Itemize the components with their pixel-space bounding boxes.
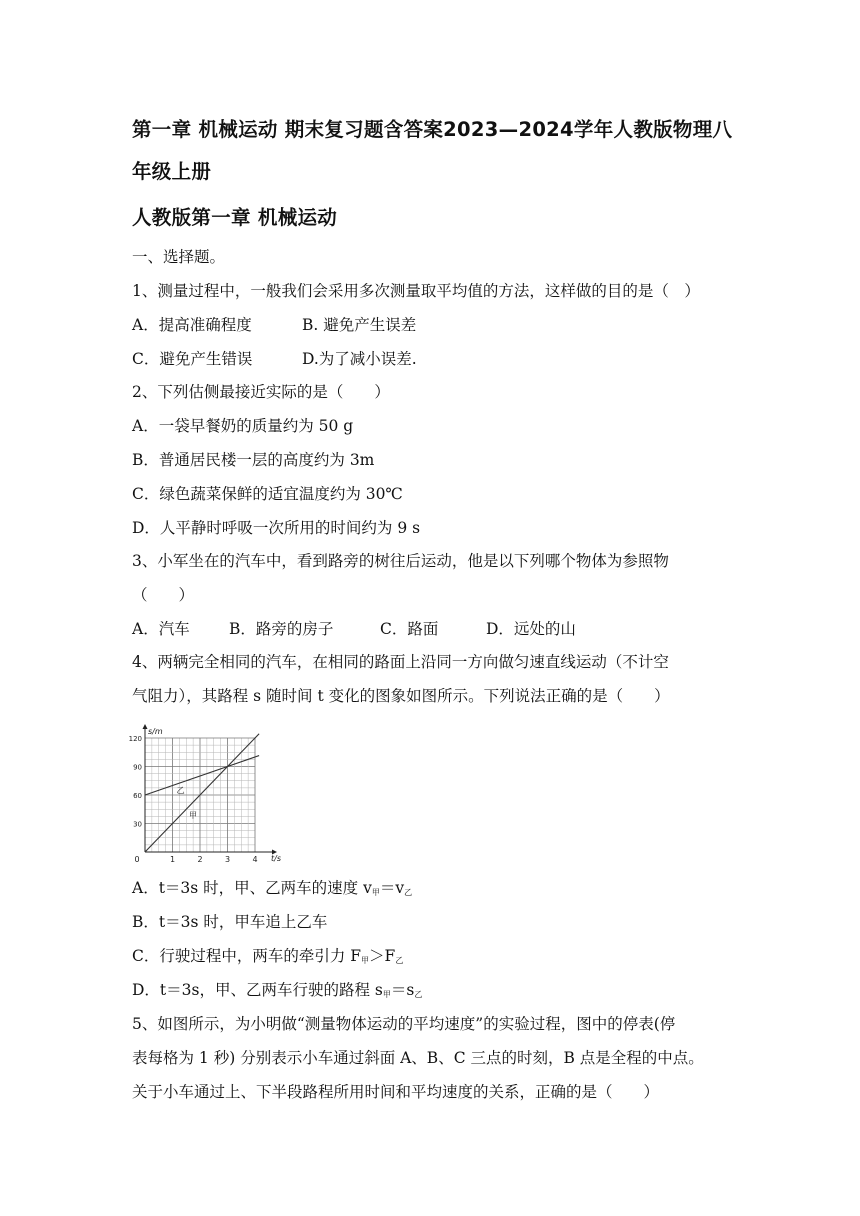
series-line-yi <box>145 756 259 795</box>
option-c-text-mid: ＞F <box>369 947 396 965</box>
section-heading: 一、选择题。 <box>132 248 226 266</box>
question-5-stem-line3: 关于小车通过上、下半段路程所用时间和平均速度的关系，正确的是（ ） <box>132 1083 660 1101</box>
question-2-option-a: A．一袋早餐奶的质量约为 50 g <box>132 417 354 435</box>
y-tick-label: 90 <box>133 763 142 772</box>
document-subtitle: 人教版第一章 机械运动 <box>132 206 338 229</box>
option-d-text: D．t＝3s，甲、乙两车行驶的路程 s <box>132 981 383 999</box>
x-tick-label: 2 <box>197 855 203 864</box>
document-title-line2: 年级上册 <box>132 160 212 183</box>
x-tick-label: 4 <box>252 855 258 864</box>
option-a-sub-jia: 甲 <box>371 888 380 897</box>
question-1-option-a: A．提高准确程度 <box>132 316 252 334</box>
option-a-sub-yi: 乙 <box>404 888 413 897</box>
option-c-sub-yi: 乙 <box>395 956 404 965</box>
series-label-yi: 乙 <box>176 786 185 796</box>
question-3-option-b: B．路旁的房子 <box>229 620 334 638</box>
question-4-option-d <box>132 979 742 1006</box>
question-1-option-d: D.为了减小误差. <box>302 350 417 368</box>
question-3-option-a: A．汽车 <box>132 620 190 638</box>
y-axis-label: s/m <box>148 727 163 736</box>
question-2-option-c: C．绿色蔬菜保鲜的适宜温度约为 30℃ <box>132 485 403 503</box>
series-label-jia: 甲 <box>189 810 197 820</box>
x-tick-label: 1 <box>169 855 176 864</box>
x-axis-label: t/s <box>271 854 281 863</box>
x-tick-label: 3 <box>224 855 231 864</box>
chart-series <box>145 734 259 852</box>
option-a-text-mid: ＝v <box>379 879 405 897</box>
question-2-option-b: B．普通居民楼一层的高度约为 3m <box>132 451 375 469</box>
question-3-option-c: C．路面 <box>380 620 439 638</box>
question-3-stem-line2: （ ） <box>132 586 195 604</box>
option-c-text: C．行驶过程中，两车的牵引力 F <box>132 947 362 965</box>
series-line-jia <box>145 734 259 852</box>
option-a-text: A．t＝3s 时，甲、乙两车的速度 v <box>132 879 372 897</box>
chart-svg <box>130 716 280 864</box>
option-c-sub-jia: 甲 <box>361 956 370 965</box>
distance-time-graph <box>130 716 280 864</box>
question-1-option-b: B. 避免产生误差 <box>302 316 417 334</box>
question-1-option-c: C．避免产生错误 <box>132 350 253 368</box>
y-axis-arrow <box>143 724 148 729</box>
y-tick-label: 60 <box>133 792 142 800</box>
question-3-option-d: D．远处的山 <box>486 620 576 638</box>
question-4-option-b: B．t＝3s 时，甲车追上乙车 <box>132 913 328 931</box>
question-4-stem-line2: 气阻力），其路程 s 随时间 t 变化的图象如图所示。下列说法正确的是（ ） <box>132 687 670 705</box>
document-title-line1: 第一章 机械运动 期末复习题含答案2023—2024学年人教版物理八 <box>132 118 733 141</box>
question-2-option-d: D．人平静时呼吸一次所用的时间约为 9 s <box>132 519 421 537</box>
y-tick-label: 120 <box>128 735 142 743</box>
question-5-stem-line2: 表每格为 1 秒) 分别表示小车通过斜面 A、B、C 三点的时刻，B 点是全程的中点。 <box>132 1049 704 1067</box>
option-d-sub-yi: 乙 <box>414 990 423 999</box>
option-d-text-mid: ＝s <box>390 981 415 999</box>
question-4-option-a <box>132 877 742 904</box>
question-2-stem: 2、下列估侧最接近实际的是（ ） <box>132 383 390 401</box>
question-5-stem-line1: 5、如图所示，为小明做“测量物体运动的平均速度”的实验过程，图中的停表(停 <box>132 1015 676 1033</box>
y-tick-label: 30 <box>133 820 142 829</box>
question-1-stem: 1、测量过程中，一般我们会采用多次测量取平均值的方法，这样做的目的是（ ） <box>132 282 700 300</box>
question-4-stem-line1: 4、两辆完全相同的汽车，在相同的路面上沿同一方向做匀速直线运动（不计空 <box>132 653 669 671</box>
x-tick-label: 0 <box>134 855 140 864</box>
option-d-sub-jia: 甲 <box>382 990 391 999</box>
question-3-stem-line1: 3、小军坐在的汽车中，看到路旁的树往后运动，他是以下列哪个物体为参照物 <box>132 552 669 570</box>
chart-labels <box>129 727 281 864</box>
question-4-option-c <box>132 945 742 972</box>
